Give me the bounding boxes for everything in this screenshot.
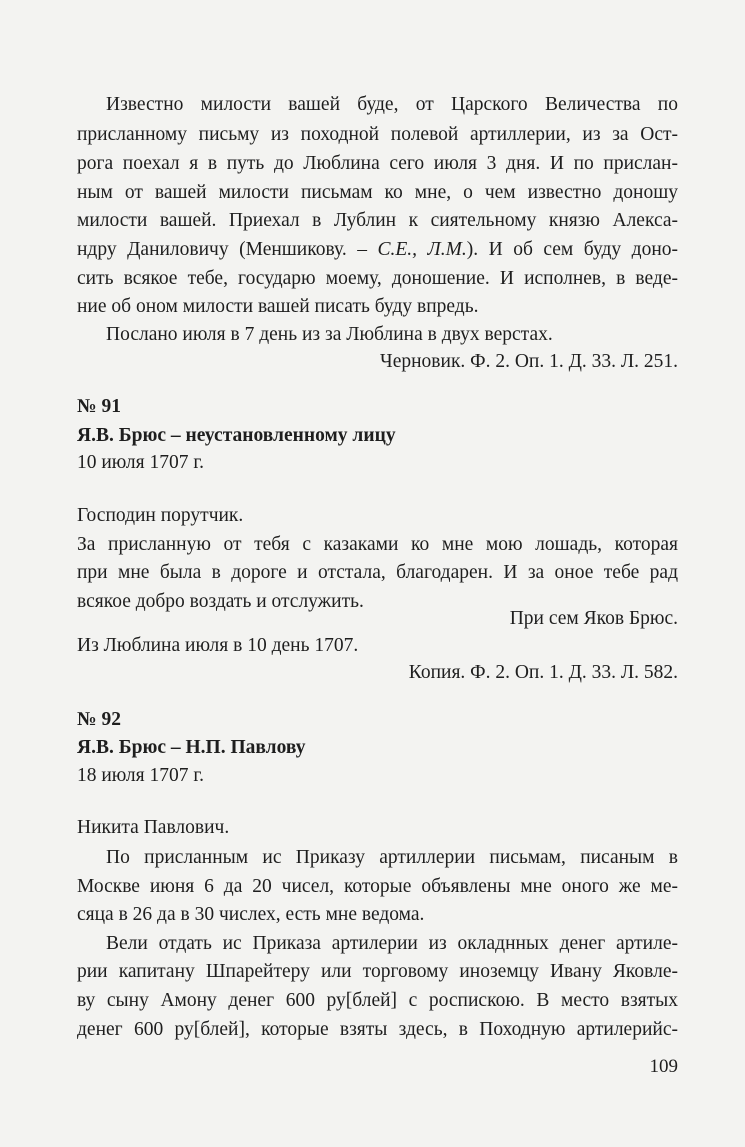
- text-line: милости вашей. Приехал в Лублин к сиятельному князю Алекса-: [77, 210, 678, 231]
- document-number: № 92: [77, 709, 121, 730]
- text-line: сить всякое тебе, государю моему, доношение. И исполнев, в веде-: [77, 268, 678, 289]
- salutation: Господин порутчик.: [77, 505, 244, 526]
- text-segment: ндру Даниловичу (Меншикову. –: [77, 239, 378, 260]
- text-line: Москве июня 6 да 20 чисел, которые объявлены мне оного же ме-: [77, 876, 678, 897]
- closing-line: Из Люблина июля в 10 день 1707.: [77, 635, 359, 656]
- text-segment: ). И об сем буду доно-: [466, 239, 679, 260]
- text-line: сяца в 26 да в 30 числех, есть мне ведома.: [77, 904, 425, 925]
- text-line: Известно милости вашей буде, от Царского Величества по: [106, 94, 678, 115]
- text-line: Вели отдать ис Приказа артилерии из окладнных денег артиле-: [106, 933, 678, 954]
- document-date: 18 июля 1707 г.: [77, 765, 205, 786]
- text-line: ние об оном милости вашей писать буду впредь.: [77, 296, 479, 317]
- text-line: По присланным ис Приказу артиллерии письмам, писаным в: [106, 847, 678, 868]
- document-date: 10 июля 1707 г.: [77, 452, 205, 473]
- text-line: рии капитану Шпарейтеру или торговому иноземцу Ивану Яковле-: [77, 961, 678, 982]
- document-number: № 91: [77, 396, 121, 417]
- document-title: Я.В. Брюс – Н.П. Павлову: [77, 737, 306, 758]
- editor-initials: С.Е., Л.М.: [377, 239, 467, 260]
- closing-line: Послано июля в 7 день из за Люблина в двух верстах.: [106, 324, 553, 345]
- page-number: 109: [649, 1056, 678, 1077]
- text-line: всякое добро воздать и отслужить.: [77, 591, 364, 612]
- salutation: Никита Павлович.: [77, 817, 230, 838]
- document-title: Я.В. Брюс – неустановленному лицу: [77, 425, 396, 446]
- archive-reference: Черновик. Ф. 2. Оп. 1. Д. 33. Л. 251.: [380, 351, 678, 372]
- text-line: присланному письму из походной полевой артиллерии, из за Ост-: [77, 124, 678, 145]
- text-line: За присланную от тебя с казаками ко мне мою лошадь, которая: [77, 534, 678, 555]
- text-line: [77, 236, 678, 264]
- archive-reference: Копия. Ф. 2. Оп. 1. Д. 33. Л. 582.: [408, 662, 678, 683]
- text-line: денег 600 ру[блей], которые взяты здесь, в Походную артилерийс-: [77, 1019, 678, 1040]
- signature: При сем Яков Брюс.: [509, 608, 678, 629]
- text-line: при мне была в дороге и отстала, благодарен. И за оное тебе рад: [77, 562, 678, 583]
- text-line: ву сыну Амону денег 600 ру[блей] с роспискою. В место взятых: [77, 990, 678, 1011]
- text-line: рога поехал я в путь до Люблина сего июля 3 дня. И по прислан-: [77, 153, 678, 174]
- text-line: ным от вашей милости письмам ко мне, о чем известно доношу: [77, 182, 678, 203]
